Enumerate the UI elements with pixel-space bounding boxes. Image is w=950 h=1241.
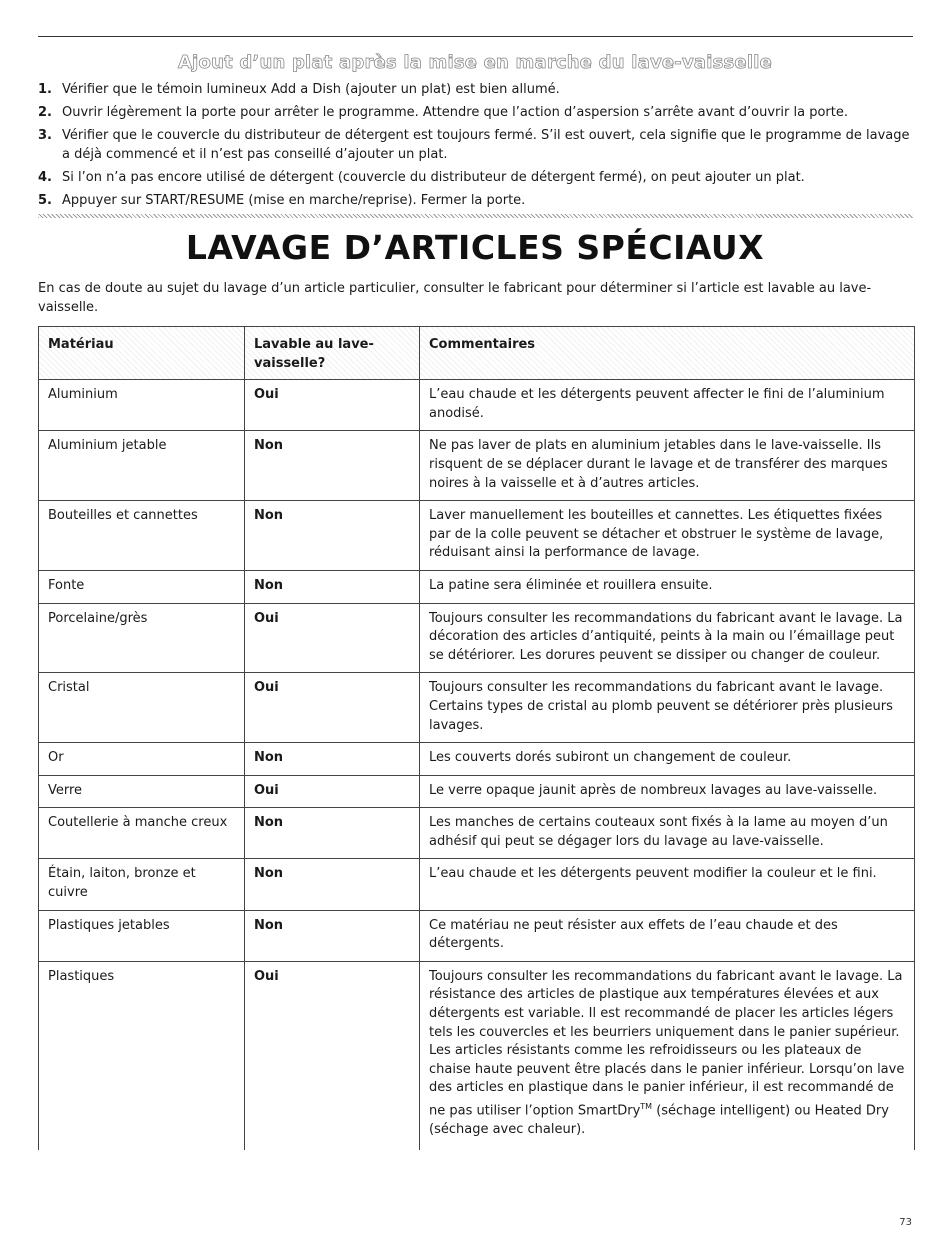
step-number: 2. [38,105,52,120]
table-row [39,775,915,808]
cell-washable: Non [245,859,420,910]
page-title: LAVAGE D’ARTICLES SPÉCIAUX [185,228,765,267]
step-number: 5. [38,193,52,208]
cell-material: Porcelaine/grès [39,603,245,673]
cell-comments: Toujours consulter les recommandations du fabricant avant le lavage. La décoration des articles d’antiquité, peints à la main ou l’émaillage peut se détériorer. Les dorures peuvent se dissiper ou changer de couleur. [420,603,915,673]
cell-comments: Les couverts dorés subiront un changement de couleur. [420,743,915,776]
cell-washable: Oui [245,673,420,743]
cell-material: Plastiques jetables [39,910,245,961]
cell-washable: Non [245,431,420,501]
cell-material: Verre [39,775,245,808]
step-text: Si l’on n’a pas encore utilisé de détergent (couvercle du distributeur de détergent fermé), on peut ajouter un plat. [62,170,805,185]
table-row [39,808,915,859]
cell-comments: L’eau chaude et les détergents peuvent modifier la couleur et le fini. [420,859,915,910]
step-number: 1. [38,82,52,97]
step-text: Ouvrir légèrement la porte pour arrêter le programme. Attendre que l’action d’aspersion s’arrête avant d’ouvrir la porte. [62,105,848,120]
cell-washable: Oui [245,380,420,431]
cell-comments: Ne pas laver de plats en aluminium jetables dans le lave-vaisselle. Ils risquent de se déplacer durant le lavage et de transférer des marques noires à la vaisselle et à d’autres articles. [420,431,915,501]
comments-text-end: (séchage intelligent) ou Heated Dry (séchage avec chaleur). [429,1103,889,1137]
table-header-row [39,327,915,380]
step-item [38,126,913,164]
steps-list [38,80,913,214]
cell-comments: Le verre opaque jaunit après de nombreux lavages au lave-vaisselle. [420,775,915,808]
cell-washable: Non [245,808,420,859]
intro-paragraph: En cas de doute au sujet du lavage d’un article particulier, consulter le fabricant pour déterminer si l’article est lavable au lave-vaisselle. [38,281,872,315]
step-item [38,168,913,187]
cell-comments: La patine sera éliminée et rouillera ensuite. [420,570,915,603]
cell-washable: Non [245,910,420,961]
cell-comments [420,961,915,1149]
special-items-table [38,326,915,1150]
cell-comments: Les manches de certains couteaux sont fixés à la lame au moyen d’un adhésif qui peut se dégager lors du lavage au lave-vaisselle. [420,808,915,859]
page-number: 73 [899,1217,912,1228]
table-row [39,673,915,743]
table-row [39,859,915,910]
step-text: Appuyer sur START/RESUME (mise en marche/reprise). Fermer la porte. [62,193,526,208]
header-washable: Lavable au lave-vaisselle? [245,327,420,380]
cell-washable: Oui [245,603,420,673]
cell-material: Cristal [39,673,245,743]
header-material: Matériau [39,327,245,380]
table-row [39,501,915,571]
step-number: 4. [38,170,52,185]
cell-material: Étain, laiton, bronze et cuivre [39,859,245,910]
header-comments: Commentaires [420,327,915,380]
table-row [39,603,915,673]
table-row [39,431,915,501]
cell-material: Aluminium jetable [39,431,245,501]
cell-material: Coutellerie à manche creux [39,808,245,859]
table-row [39,570,915,603]
table-row [39,961,915,1149]
cell-washable: Non [245,743,420,776]
cell-material: Plastiques [39,961,245,1149]
cell-comments: Ce matériau ne peut résister aux effets de l’eau chaude et des détergents. [420,910,915,961]
step-item [38,80,913,99]
cell-washable: Oui [245,775,420,808]
cell-comments: L’eau chaude et les détergents peuvent affecter le fini de l’aluminium anodisé. [420,380,915,431]
step-item [38,191,913,210]
cell-material: Or [39,743,245,776]
cell-material: Aluminium [39,380,245,431]
step-number: 3. [38,128,52,143]
step-text: Vérifier que le témoin lumineux Add a Dish (ajouter un plat) est bien allumé. [62,82,560,97]
cell-washable: Non [245,501,420,571]
cell-comments: Laver manuellement les bouteilles et cannettes. Les étiquettes fixées par de la colle peuvent se détacher et obstruer le système de lavage, réduisant ainsi la performance de lavage. [420,501,915,571]
hatched-divider [38,214,913,218]
table-row [39,743,915,776]
cell-washable: Oui [245,961,420,1149]
trademark-mark: TM [640,1102,653,1111]
comments-text: Toujours consulter les recommandations du fabricant avant le lavage. La résistance des articles de plastique aux températures élevées et aux détergents est variable. Il est recommandé de placer les articles légers tels les couvercles et les beurriers uniquement dans le panier supérieur. Les articles résistants comme les refroidisseurs ou les plateaux de chaise haute peuvent être placés dans le panier inférieur. Lorsqu’on lave des articles en plastique dans le panier inférieur, il est recommandé de ne pas utiliser l’option SmartDry [429,968,905,1119]
table-row [39,380,915,431]
cell-washable: Non [245,570,420,603]
table-row [39,910,915,961]
top-rule [38,36,913,37]
cell-material: Fonte [39,570,245,603]
section-subtitle: Ajout d’un plat après la mise en marche du lave-vaisselle [178,52,772,73]
cell-material: Bouteilles et cannettes [39,501,245,571]
step-item [38,103,913,122]
step-text: Vérifier que le couvercle du distributeur de détergent est toujours fermé. S’il est ouvert, cela signifie que le programme de lavage a déjà commencé et il n’est pas conseillé d’ajouter un plat. [62,128,910,162]
cell-comments: Toujours consulter les recommandations du fabricant avant le lavage. Certains types de cristal au plomb peuvent se détériorer près plusieurs lavages. [420,673,915,743]
